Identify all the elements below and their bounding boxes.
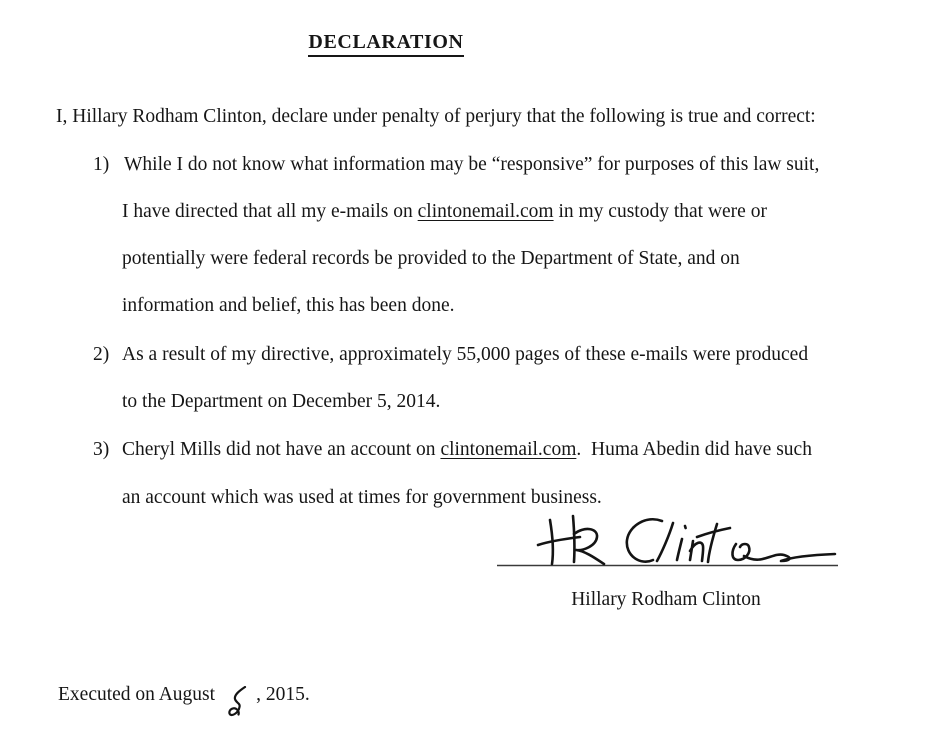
- list-item-1-line-3: potentially were federal records be provided to the Department of State, and on: [122, 248, 740, 269]
- item-3-text: [122, 439, 812, 461]
- signature-block: [490, 506, 842, 570]
- handwritten-signature-icon: [490, 506, 842, 570]
- execution-post-text: , 2015.: [256, 684, 310, 705]
- item-2-text: As a result of my directive, approximately 55,000 pages of these e-mails were produced: [122, 344, 809, 365]
- item-3-number: 3): [93, 439, 110, 460]
- list-item-2-line-2: to the Department on December 5, 2014.: [122, 391, 441, 412]
- intro-line: I, Hillary Rodham Clinton, declare under penalty of perjury that the following is true and correct:: [56, 106, 816, 127]
- execution-pre-text: Executed on August: [58, 684, 216, 705]
- item-3-line-1-pre: Cheryl Mills did not have an account on: [122, 439, 441, 460]
- item-1-text: While I do not know what information may be “responsive” for purposes of this law suit,: [124, 154, 820, 175]
- item-3-line-1-post: . Huma Abedin did have such: [576, 439, 812, 460]
- title-row: [0, 31, 772, 57]
- list-item-1-line-4: information and belief, this has been done.: [122, 295, 455, 316]
- item-1-line-2-pre: I have directed that all my e-mails on: [122, 201, 418, 222]
- handwritten-day-icon: [226, 686, 247, 720]
- list-item-3-line-2: an account which was used at times for government business.: [122, 487, 602, 508]
- clintonemail-domain-text: clintonemail.com: [417, 201, 554, 222]
- item-1-number: 1): [93, 154, 110, 175]
- item-1-line-2-post: in my custody that were or: [553, 201, 767, 222]
- execution-date-line: [58, 684, 310, 720]
- clintonemail-domain-text: clintonemail.com: [440, 439, 577, 460]
- item-2-number: 2): [93, 344, 110, 365]
- page-title: DECLARATION: [308, 31, 463, 57]
- signatory-typed-name: Hillary Rodham Clinton: [571, 589, 761, 610]
- list-item-1-line-2: [122, 201, 767, 223]
